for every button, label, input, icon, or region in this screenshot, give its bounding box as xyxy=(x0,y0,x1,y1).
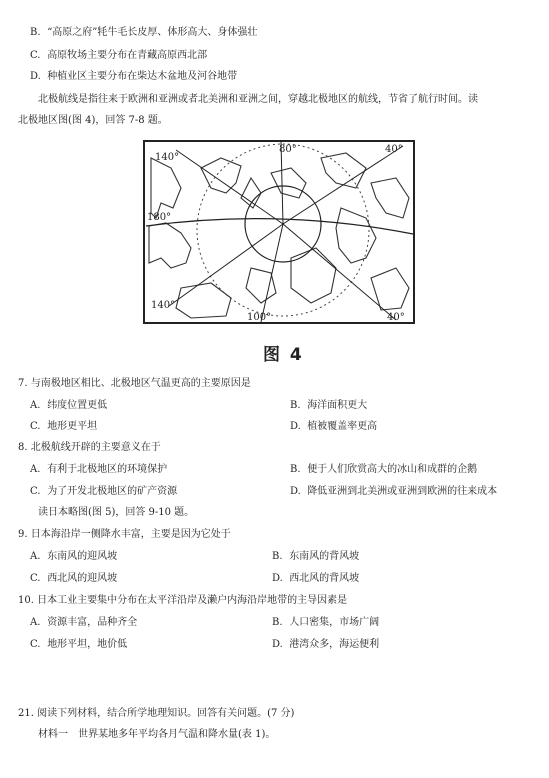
q7-stem: 7. 与南极地区相比、北极地区气温更高的主要原因是 xyxy=(18,378,251,389)
option-text: 有利于北极地区的环境保护 xyxy=(47,464,168,475)
q8-stem: 8. 北极航线开辟的主要意义在于 xyxy=(18,442,161,453)
label-l: 180° xyxy=(147,212,172,223)
q21-material: 材料一 世界某地多年平均各月气温和降水量(表 1)。 xyxy=(38,729,276,740)
option-text: 为了开发北极地区的矿产资源 xyxy=(47,486,178,497)
read-japan-map: 读日本略图(图 5)，回答 9-10 题。 xyxy=(38,507,195,518)
option-label: C. xyxy=(30,486,41,497)
option-text: 高原牧场主要分布在青藏高原西北部 xyxy=(47,50,208,61)
option-text: 便于人们欣赏高大的冰山和成群的企鹅 xyxy=(307,464,478,475)
option-label: D. xyxy=(290,486,301,497)
label-tr: 40° xyxy=(385,144,403,155)
option-label: C. xyxy=(30,50,41,61)
q9-stem: 9. 日本海沿岸一侧降水丰富，主要是因为它处于 xyxy=(18,529,231,540)
q9-option-a xyxy=(30,550,117,564)
q7-option-a xyxy=(30,399,107,413)
q10-option-d xyxy=(272,638,379,652)
q10-stem: 10. 日本工业主要集中分布在太平洋沿岸及濑户内海沿岸地带的主导因素是 xyxy=(18,595,348,606)
option-text: 人口密集，市场广阔 xyxy=(289,617,380,628)
option-text: 种植业区主要分布在柴达木盆地及河谷地带 xyxy=(47,71,238,82)
option-label: B. xyxy=(290,464,301,475)
q8-option-d xyxy=(290,485,497,499)
arctic-map-figure xyxy=(141,138,417,326)
intro-line-1: 北极航线是指往来于欧洲和亚洲或者北美洲和亚洲之间，穿越北极地区的航线，节省了航行时间。读 xyxy=(38,94,478,105)
q10-option-a xyxy=(30,616,137,630)
option-label: B. xyxy=(290,400,301,411)
q10-option-b xyxy=(272,616,379,630)
option-c xyxy=(30,49,207,63)
option-text: 西北风的迎风坡 xyxy=(47,573,118,584)
option-label: A. xyxy=(30,464,41,475)
q9-option-d xyxy=(272,572,359,586)
option-label: B. xyxy=(272,617,283,628)
intro-line-2: 北极地区图(图 4)，回答 7-8 题。 xyxy=(18,115,168,126)
q8-option-b xyxy=(290,463,477,477)
option-label: A. xyxy=(30,617,41,628)
q10-option-c xyxy=(30,638,127,652)
label-tl: 140° xyxy=(155,152,180,163)
q8-option-a xyxy=(30,463,167,477)
option-text: 西北风的背风坡 xyxy=(289,573,360,584)
figure-caption: 图 4 xyxy=(263,345,304,365)
option-text: 资源丰富，品种齐全 xyxy=(47,617,138,628)
q21-stem: 21. 阅读下列材料，结合所学地理知识。回答有关问题。(7 分) xyxy=(18,708,295,719)
option-label: C. xyxy=(30,573,41,584)
option-text: 东南风的背风坡 xyxy=(289,551,360,562)
option-label: A. xyxy=(30,551,41,562)
option-text: “高原之府”牦牛毛长皮厚、体形高大、身体强壮 xyxy=(47,27,258,38)
q7-option-b xyxy=(290,399,367,413)
option-text: 地形平坦，地价低 xyxy=(47,639,128,650)
option-label: C. xyxy=(30,639,41,650)
q7-option-d xyxy=(290,420,377,434)
option-label: A. xyxy=(30,400,41,411)
option-b xyxy=(30,26,257,40)
option-d xyxy=(30,70,237,84)
q7-option-c xyxy=(30,420,97,434)
option-label: C. xyxy=(30,421,41,432)
option-text: 纬度位置更低 xyxy=(47,400,108,411)
label-bl: 140° xyxy=(151,300,176,311)
option-text: 降低亚洲到北美洲或亚洲到欧洲的往来成本 xyxy=(307,486,498,497)
option-label: D. xyxy=(290,421,301,432)
option-text: 地形更平坦 xyxy=(47,421,98,432)
option-label: D. xyxy=(272,573,283,584)
option-text: 植被覆盖率更高 xyxy=(307,421,378,432)
option-label: B. xyxy=(272,551,283,562)
label-b: 100° xyxy=(247,312,272,323)
option-label: D. xyxy=(30,71,41,82)
label-t: 80° xyxy=(279,144,297,155)
option-label: B. xyxy=(30,27,41,38)
option-text: 东南风的迎风坡 xyxy=(47,551,118,562)
option-label: D. xyxy=(272,639,283,650)
option-text: 海洋面积更大 xyxy=(307,400,368,411)
q9-option-c xyxy=(30,572,117,586)
label-br: 40° xyxy=(387,312,405,323)
q8-option-c xyxy=(30,485,177,499)
q9-option-b xyxy=(272,550,359,564)
option-text: 港湾众多，海运便利 xyxy=(289,639,380,650)
